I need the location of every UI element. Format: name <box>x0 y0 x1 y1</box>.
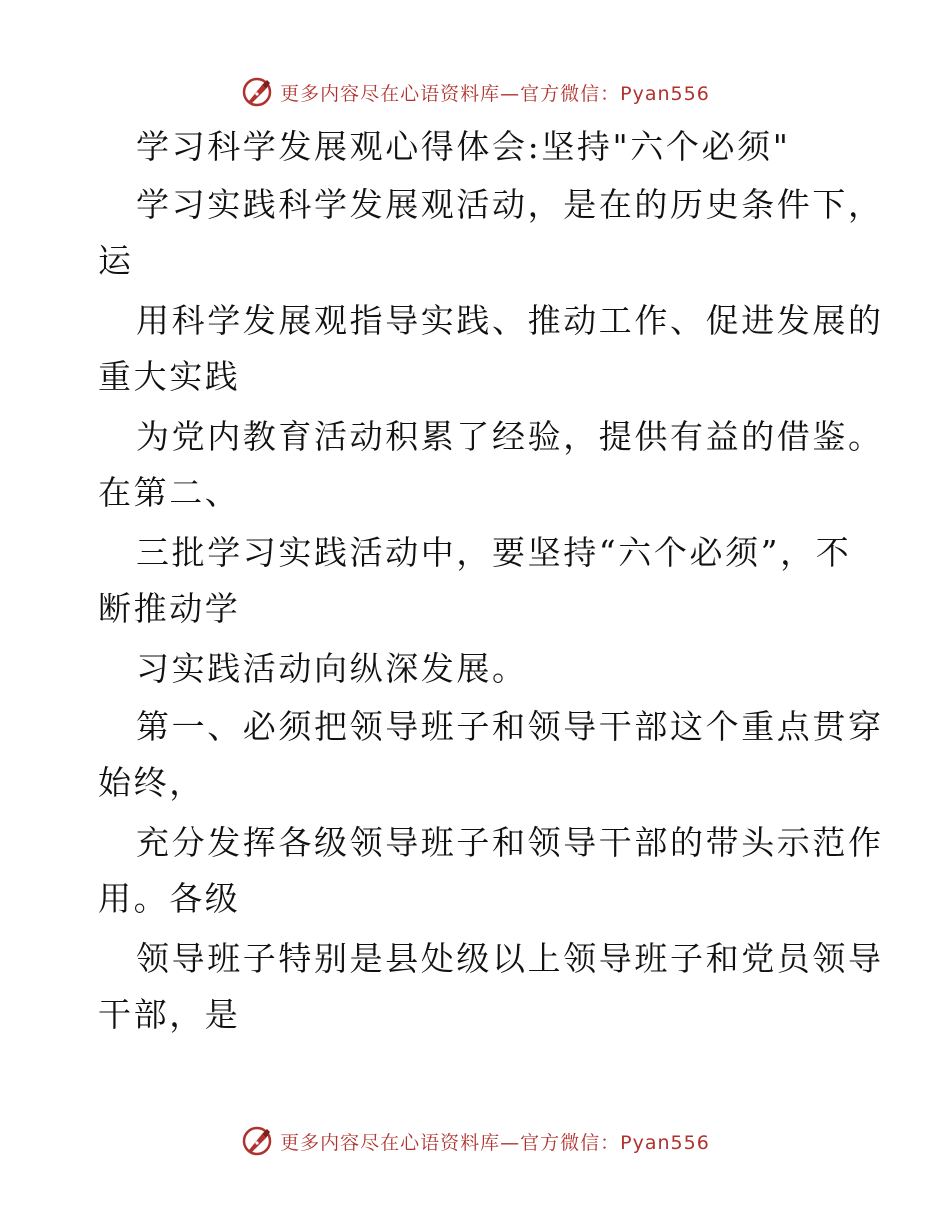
pen-nib-logo-icon <box>240 1124 274 1158</box>
paragraph-line: 断推动学 <box>98 589 241 628</box>
paragraph-line: 重大实践 <box>98 357 241 396</box>
header-banner <box>0 72 950 112</box>
paragraph-line: 在第二、 <box>98 473 241 512</box>
document-title: 学习科学发展观心得体会:坚持"六个必须" <box>136 127 791 166</box>
paragraph-line: 运 <box>98 241 134 280</box>
paragraph-line: 用科学发展观指导实践、推动工作、促进发展的 <box>136 301 884 340</box>
pen-nib-logo-icon <box>240 75 274 109</box>
paragraph-line: 始终， <box>98 763 205 802</box>
paragraph-line: 为党内教育活动积累了经验，提供有益的借鉴。 <box>136 417 884 456</box>
paragraph-line: 学习实践科学发展观活动，是在的历史条件下， <box>136 185 884 224</box>
paragraph-line: 三批学习实践活动中，要坚持“六个必须”，不 <box>136 533 852 572</box>
paragraph-line: 充分发挥各级领导班子和领导干部的带头示范作 <box>136 823 884 862</box>
paragraph-line: 领导班子特别是县处级以上领导班子和党员领导 <box>136 939 884 978</box>
footer-banner-text: 更多内容尽在心语资料库—官方微信：Pyan556 <box>280 1131 710 1154</box>
paragraph-line: 用。各级 <box>98 879 241 918</box>
footer-banner <box>0 1121 950 1161</box>
paragraph-line: 习实践活动向纵深发展。 <box>136 649 528 688</box>
paragraph-line: 第一、必须把领导班子和领导干部这个重点贯穿 <box>136 707 884 746</box>
header-banner-text: 更多内容尽在心语资料库—官方微信：Pyan556 <box>280 82 710 105</box>
paragraph-line: 干部，是 <box>98 995 241 1034</box>
